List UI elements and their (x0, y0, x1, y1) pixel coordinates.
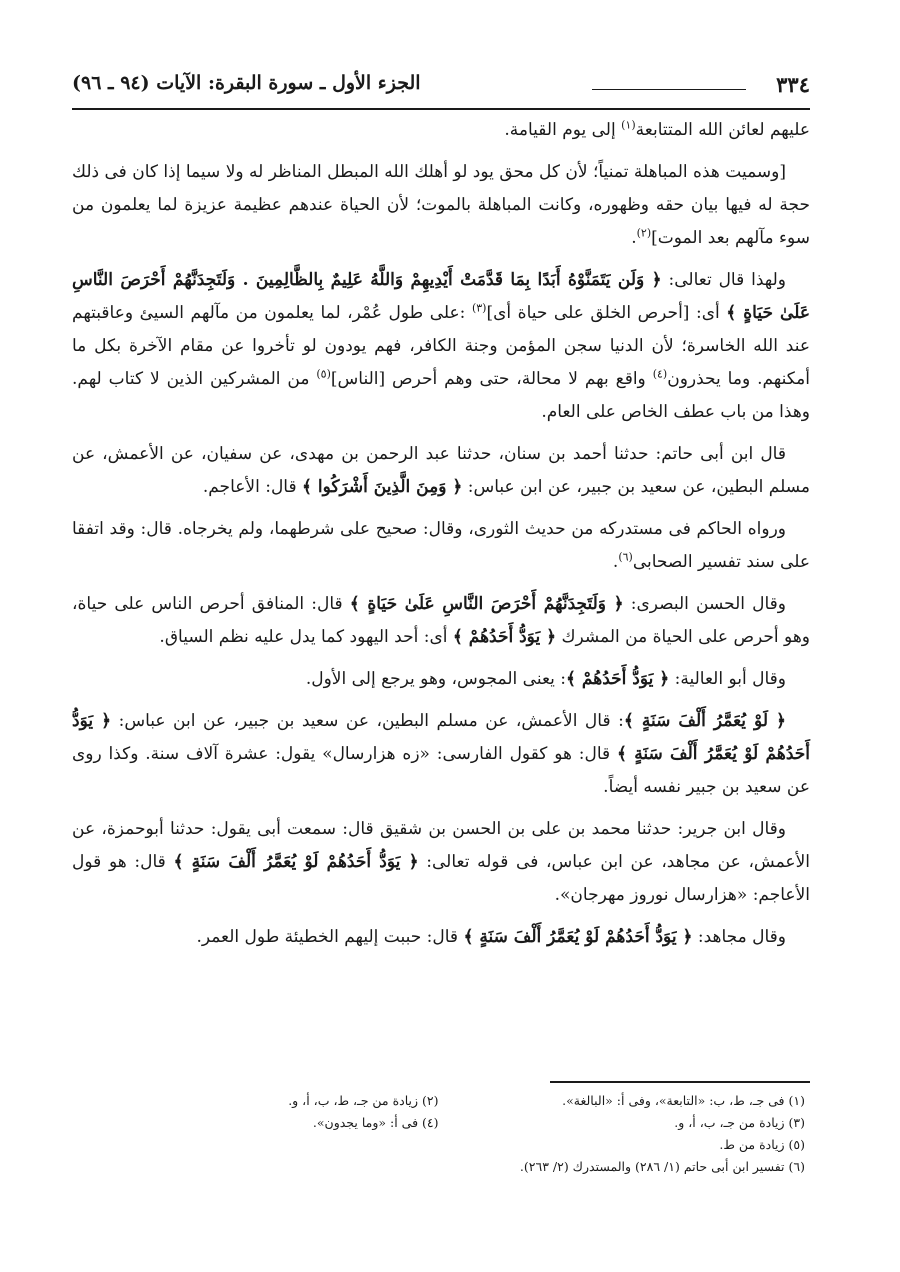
paragraph-p3 (72, 264, 810, 429)
text-run: قال ابن أبى حاتم: حدثنا أحمد بن سنان، حدثنا عبد الرحمن بن مهدى، عن سفيان، عن الأعمش، عن مسلم البطين، عن سعيد بن جبير، عن ابن عباس: (72, 444, 810, 497)
quran-verse: ﴿ لَوْ يُعَمَّرُ أَلْفَ سَنَةٍ ﴾ (623, 711, 787, 731)
footnote-4: (٤) فى أ: «وما يجدون». (312, 1115, 439, 1130)
paragraph-p2 (72, 156, 810, 255)
quran-verse: ﴿ وَمِنَ الَّذِينَ أَشْرَكُوا ﴾ (302, 477, 463, 497)
footnote-marker: (٥) (316, 367, 331, 381)
text-run: :على طول عُمْر، لما يعلمون من مآلهم السيئ وعاقبتهم عند الله الخاسرة؛ لأن الدنيا سجن المؤمن وجنة الكافر، فهم يودون لو تأخروا عن مقام الآخرة بكل ما أمكنهم. وما يحذرون (72, 303, 810, 389)
page-header (72, 68, 810, 110)
text-run: أى: أحد اليهود كما يدل عليه نظم السياق. (159, 627, 453, 647)
quran-verse: ﴿ وَلَن يَتَمَنَّوْهُ أَبَدًا بِمَا قَدَّمَتْ أَيْدِيهِمْ وَاللَّهُ عَلِيمٌ بِالظَّالِمِينَ . وَلَتَجِدَنَّهُمْ أَحْرَصَ النَّاسِ عَلَىٰ حَيَاةٍ ﴾ (72, 270, 810, 323)
quran-verse: ﴿ يَوَدُّ أَحَدُهُمْ لَوْ يُعَمَّرُ أَلْفَ سَنَةٍ ﴾ (463, 927, 693, 947)
header-rule (592, 89, 746, 90)
text-run: قال: المنافق أحرص الناس على حياة، وهو أحرص على الحياة من المشرك (72, 594, 810, 647)
paragraph-p6 (72, 588, 810, 654)
footnote-1: (١) فى جـ، ط، ب: «التابعة»، وفى أ: «البالغة». (562, 1093, 805, 1108)
footnote-marker: (٢) (636, 226, 652, 240)
text-run: واقع بهم لا محالة، حتى وهم أحرص [الناس] (330, 369, 653, 389)
footnote-separator (550, 1081, 810, 1083)
text-run: . (631, 228, 637, 248)
text-run: . (612, 552, 619, 572)
text-run: وقال ابن جرير: حدثنا محمد بن على بن الحسن بن شقيق قال: سمعت أبى يقول: حدثنا أبوحمزة، عن الأعمش، عن مجاهد، عن ابن عباس، فى قوله تعالى: (72, 819, 810, 872)
footnote-row (72, 1112, 805, 1134)
footnote-2: (٢) زيادة من جـ، ط، ب، أ، و. (288, 1093, 439, 1108)
footnote-row (72, 1090, 805, 1112)
quran-verse: ﴿ يَوَدُّ أَحَدُهُمْ ﴾ (566, 669, 670, 689)
footnote-marker: (٦) (618, 550, 633, 564)
quran-verse: ﴿ يَوَدُّ أَحَدُهُمْ لَوْ يُعَمَّرُ أَلْفَ سَنَةٍ ﴾ (173, 852, 419, 872)
text-run: [وسميت هذه المباهلة تمنياً؛ لأن كل محق يود لو أهلك الله المبطل المناظر له ولا سيما إذا كان فى ذلك حجة له فيها بيان حقه وظهوره، وكانت المباهلة بالموت؛ لأن الحياة عندهم عظيمة عزيزة لما يعلمون من سوء مآلهم بعد الموت] (72, 162, 810, 248)
text-run: قال: هو قول الأعاجم: «هزارسال نوروز مهرجان». (72, 852, 810, 905)
paragraph-p1 (72, 114, 810, 147)
text-run: من المشركين الذين لا كتاب لهم. وهذا من باب عطف الخاص على العام. (72, 369, 810, 422)
text-run: وقال الحسن البصرى: (623, 594, 786, 614)
text-run: : قال الأعمش، عن مسلم البطين، عن سعيد بن جبير، عن ابن عباس: (111, 711, 624, 731)
quran-verse: ﴿ يَوَدُّ أَحَدُهُمْ ﴾ (452, 627, 557, 647)
paragraph-p7 (72, 663, 810, 696)
text-run: وقال مجاهد: (692, 927, 786, 947)
text-run: أى: [أحرص الخلق على حياة أى] (486, 303, 727, 323)
footnote-5: (٥) زيادة من ط. (719, 1137, 805, 1152)
text-run: قال: الأعاجم. (202, 477, 303, 497)
paragraph-p4 (72, 438, 810, 504)
text-run: قال: هو كقول الفارسى: «زه هزارسال» يقول: عشرة آلاف سنة. وكذا روى عن سعيد بن جبير نفسه أيضاً. (72, 744, 810, 797)
body-text (72, 114, 810, 963)
text-run: قال: حببت إليهم الخطيئة طول العمر. (196, 927, 464, 947)
footnote-marker: (٤) (652, 367, 668, 381)
footnote-marker: (١) (621, 118, 636, 132)
footnote-6: (٦) تفسير ابن أبى حاتم (١/ ٢٨٦) والمستدرك (٢/ ٢٦٣). (519, 1159, 805, 1174)
text-run: وقال أبو العالية: (669, 669, 786, 689)
footnote-3: (٣) زيادة من جـ، ب، أ، و. (674, 1115, 805, 1130)
footnotes (72, 1090, 805, 1178)
quran-verse: ﴿ يَوَدُّ أَحَدُهُمْ لَوْ يُعَمَّرُ أَلْفَ سَنَةٍ ﴾ (72, 711, 810, 764)
text-run: إلى يوم القيامة. (504, 120, 622, 140)
paragraph-p5 (72, 513, 810, 579)
footnote-marker: (٣) (471, 301, 487, 315)
paragraph-p10 (72, 921, 810, 954)
paragraph-p9 (72, 813, 810, 912)
paragraph-p8 (72, 705, 810, 804)
text-run: عليهم لعائن الله المتتابعة (635, 120, 810, 140)
text-run: : يعنى المجوس، وهو يرجع إلى الأول. (305, 669, 567, 689)
running-title: الجزء الأول ـ سورة البقرة: الآيات (٩٤ ـ ٩٦) (72, 72, 429, 94)
page-number: ٣٣٤ (768, 72, 810, 97)
text-run: ولهذا قال تعالى: (661, 270, 786, 290)
text-run: ورواه الحاكم فى مستدركه من حديث الثورى، وقال: صحيح على شرطهما، ولم يخرجاه. قال: وقد اتفقا على سند تفسير الصحابى (72, 519, 810, 572)
quran-verse: ﴿ وَلَتَجِدَنَّهُمْ أَحْرَصَ النَّاسِ عَلَىٰ حَيَاةٍ ﴾ (349, 594, 624, 614)
